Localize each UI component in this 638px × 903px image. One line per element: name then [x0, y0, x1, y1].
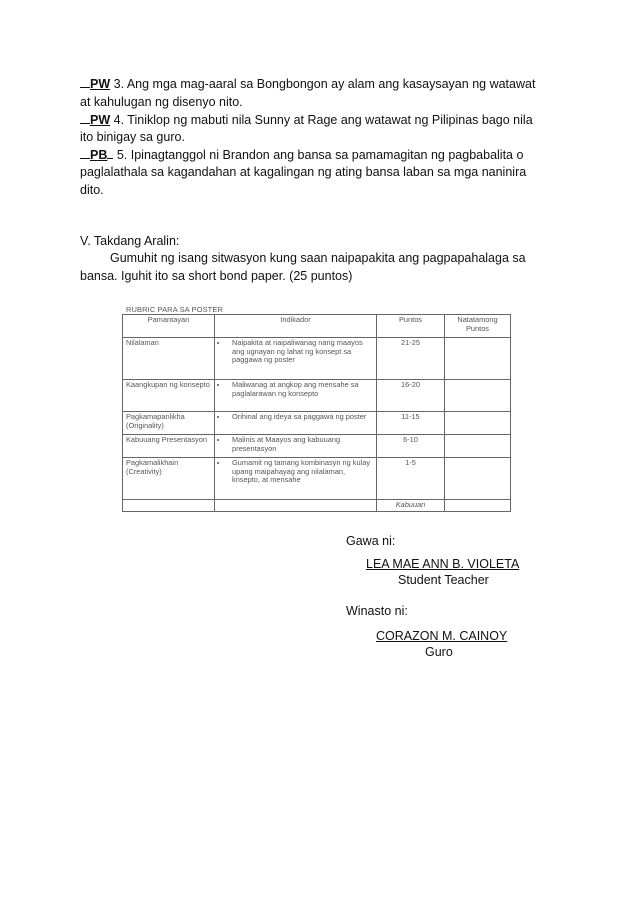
score-cell: [445, 435, 511, 458]
table-row: [123, 458, 511, 500]
criterion-cell: Pagkamalikhain (Creativity): [123, 458, 215, 500]
item-4-line-2: ito binigay sa guro.: [80, 130, 185, 144]
item-4-text: 4. Tiniklop ng mabuti nila Sunny at Rage ang watawat ng Pilipinas bago nila: [113, 113, 533, 127]
indicator-cell: [215, 458, 377, 500]
item-5-line-1: [80, 146, 523, 163]
answer-blank-3: PW: [80, 75, 110, 92]
rubric-figure: [122, 305, 510, 512]
criterion-cell: Kabuuang Presentasyon: [123, 435, 215, 458]
checked-by-label: Winasto ni:: [346, 604, 408, 618]
total-row: [123, 500, 511, 512]
indicator-cell: [215, 412, 377, 435]
score-cell: [445, 338, 511, 380]
header-pamantayan: Pamantayan: [123, 315, 215, 338]
total-score-cell: [445, 500, 511, 512]
total-blank-cell: [215, 500, 377, 512]
header-puntos: Puntos: [377, 315, 445, 338]
indicator-cell: [215, 435, 377, 458]
indicator-text: • Naipakita at naipaliwanag nang maayos ang ugnayan ng lahat ng konsept sa paggawa ng poster: [228, 339, 373, 365]
points-cell: 6-10: [377, 435, 445, 458]
item-3-text: 3. Ang mga mag-aaral sa Bongbongon ay alam ang kasaysayan ng watawat: [113, 77, 536, 91]
points-cell: 11-15: [377, 412, 445, 435]
score-cell: [445, 380, 511, 412]
criterion-cell: Pagkamapanlikha (Originality): [123, 412, 215, 435]
rubric-header-row: [123, 315, 511, 338]
made-by-role: Student Teacher: [398, 573, 489, 587]
table-row: [123, 338, 511, 380]
indicator-text: • Maliwanag at angkop ang mensahe sa paglalarawan ng konsepto: [228, 381, 373, 398]
item-3-line-2: at kahulugan ng disenyo nito.: [80, 95, 243, 109]
rubric-title: RUBRIC PARA SA POSTER: [126, 305, 223, 314]
total-blank-cell: [123, 500, 215, 512]
table-row: [123, 435, 511, 458]
points-cell: 16-20: [377, 380, 445, 412]
indicator-text: • Gumamit ng tamang kombinasyn ng kulay upang maipahayag ang nilalaman, knsepto, at mensahe: [228, 459, 373, 485]
total-label: Kabuuan: [377, 500, 445, 512]
header-natatamong-puntos: Natatamong Puntos: [445, 315, 511, 338]
criterion-cell: Kaangkupan ng konsepto: [123, 380, 215, 412]
section-heading: V. Takdang Aralin:: [80, 234, 180, 248]
table-row: [123, 412, 511, 435]
indicator-cell: [215, 380, 377, 412]
points-cell: 1-5: [377, 458, 445, 500]
item-5-line-3: dito.: [80, 183, 104, 197]
header-indikador: Indikador: [215, 315, 377, 338]
answer-blank-4: PW: [80, 111, 110, 128]
answer-blank-5: PB: [80, 146, 113, 163]
indicator-text: • Orihinal ang ideya sa paggawa ng poster: [228, 413, 373, 422]
checked-by-role: Guro: [425, 645, 453, 659]
rubric-table: [122, 314, 511, 512]
score-cell: [445, 412, 511, 435]
criterion-cell: Nilalaman: [123, 338, 215, 380]
item-5-line-2: paglalathala sa kagandahan at kagalingan ng ating bansa laban sa mga naninira: [80, 165, 527, 179]
made-by-name: LEA MAE ANN B. VIOLETA: [366, 557, 520, 571]
section-line-1: Gumuhit ng isang sitwasyon kung saan naipapakita ang pagpapahalaga sa: [110, 251, 526, 265]
item-4-line-1: [80, 111, 533, 128]
indicator-cell: [215, 338, 377, 380]
score-cell: [445, 458, 511, 500]
item-5-text: 5. Ipinagtanggol ni Brandon ang bansa sa pamamagitan ng pagbabalita o: [116, 148, 524, 162]
section-line-2: bansa. Iguhit ito sa short bond paper. (25 puntos): [80, 269, 353, 283]
points-cell: 21-25: [377, 338, 445, 380]
item-3-line-1: [80, 75, 535, 92]
made-by-label: Gawa ni:: [346, 534, 396, 548]
table-row: [123, 380, 511, 412]
checked-by-name: CORAZON M. CAINOY: [376, 629, 508, 643]
indicator-text: • Malinis at Maayos ang kabuuang presentasyon: [228, 436, 373, 453]
